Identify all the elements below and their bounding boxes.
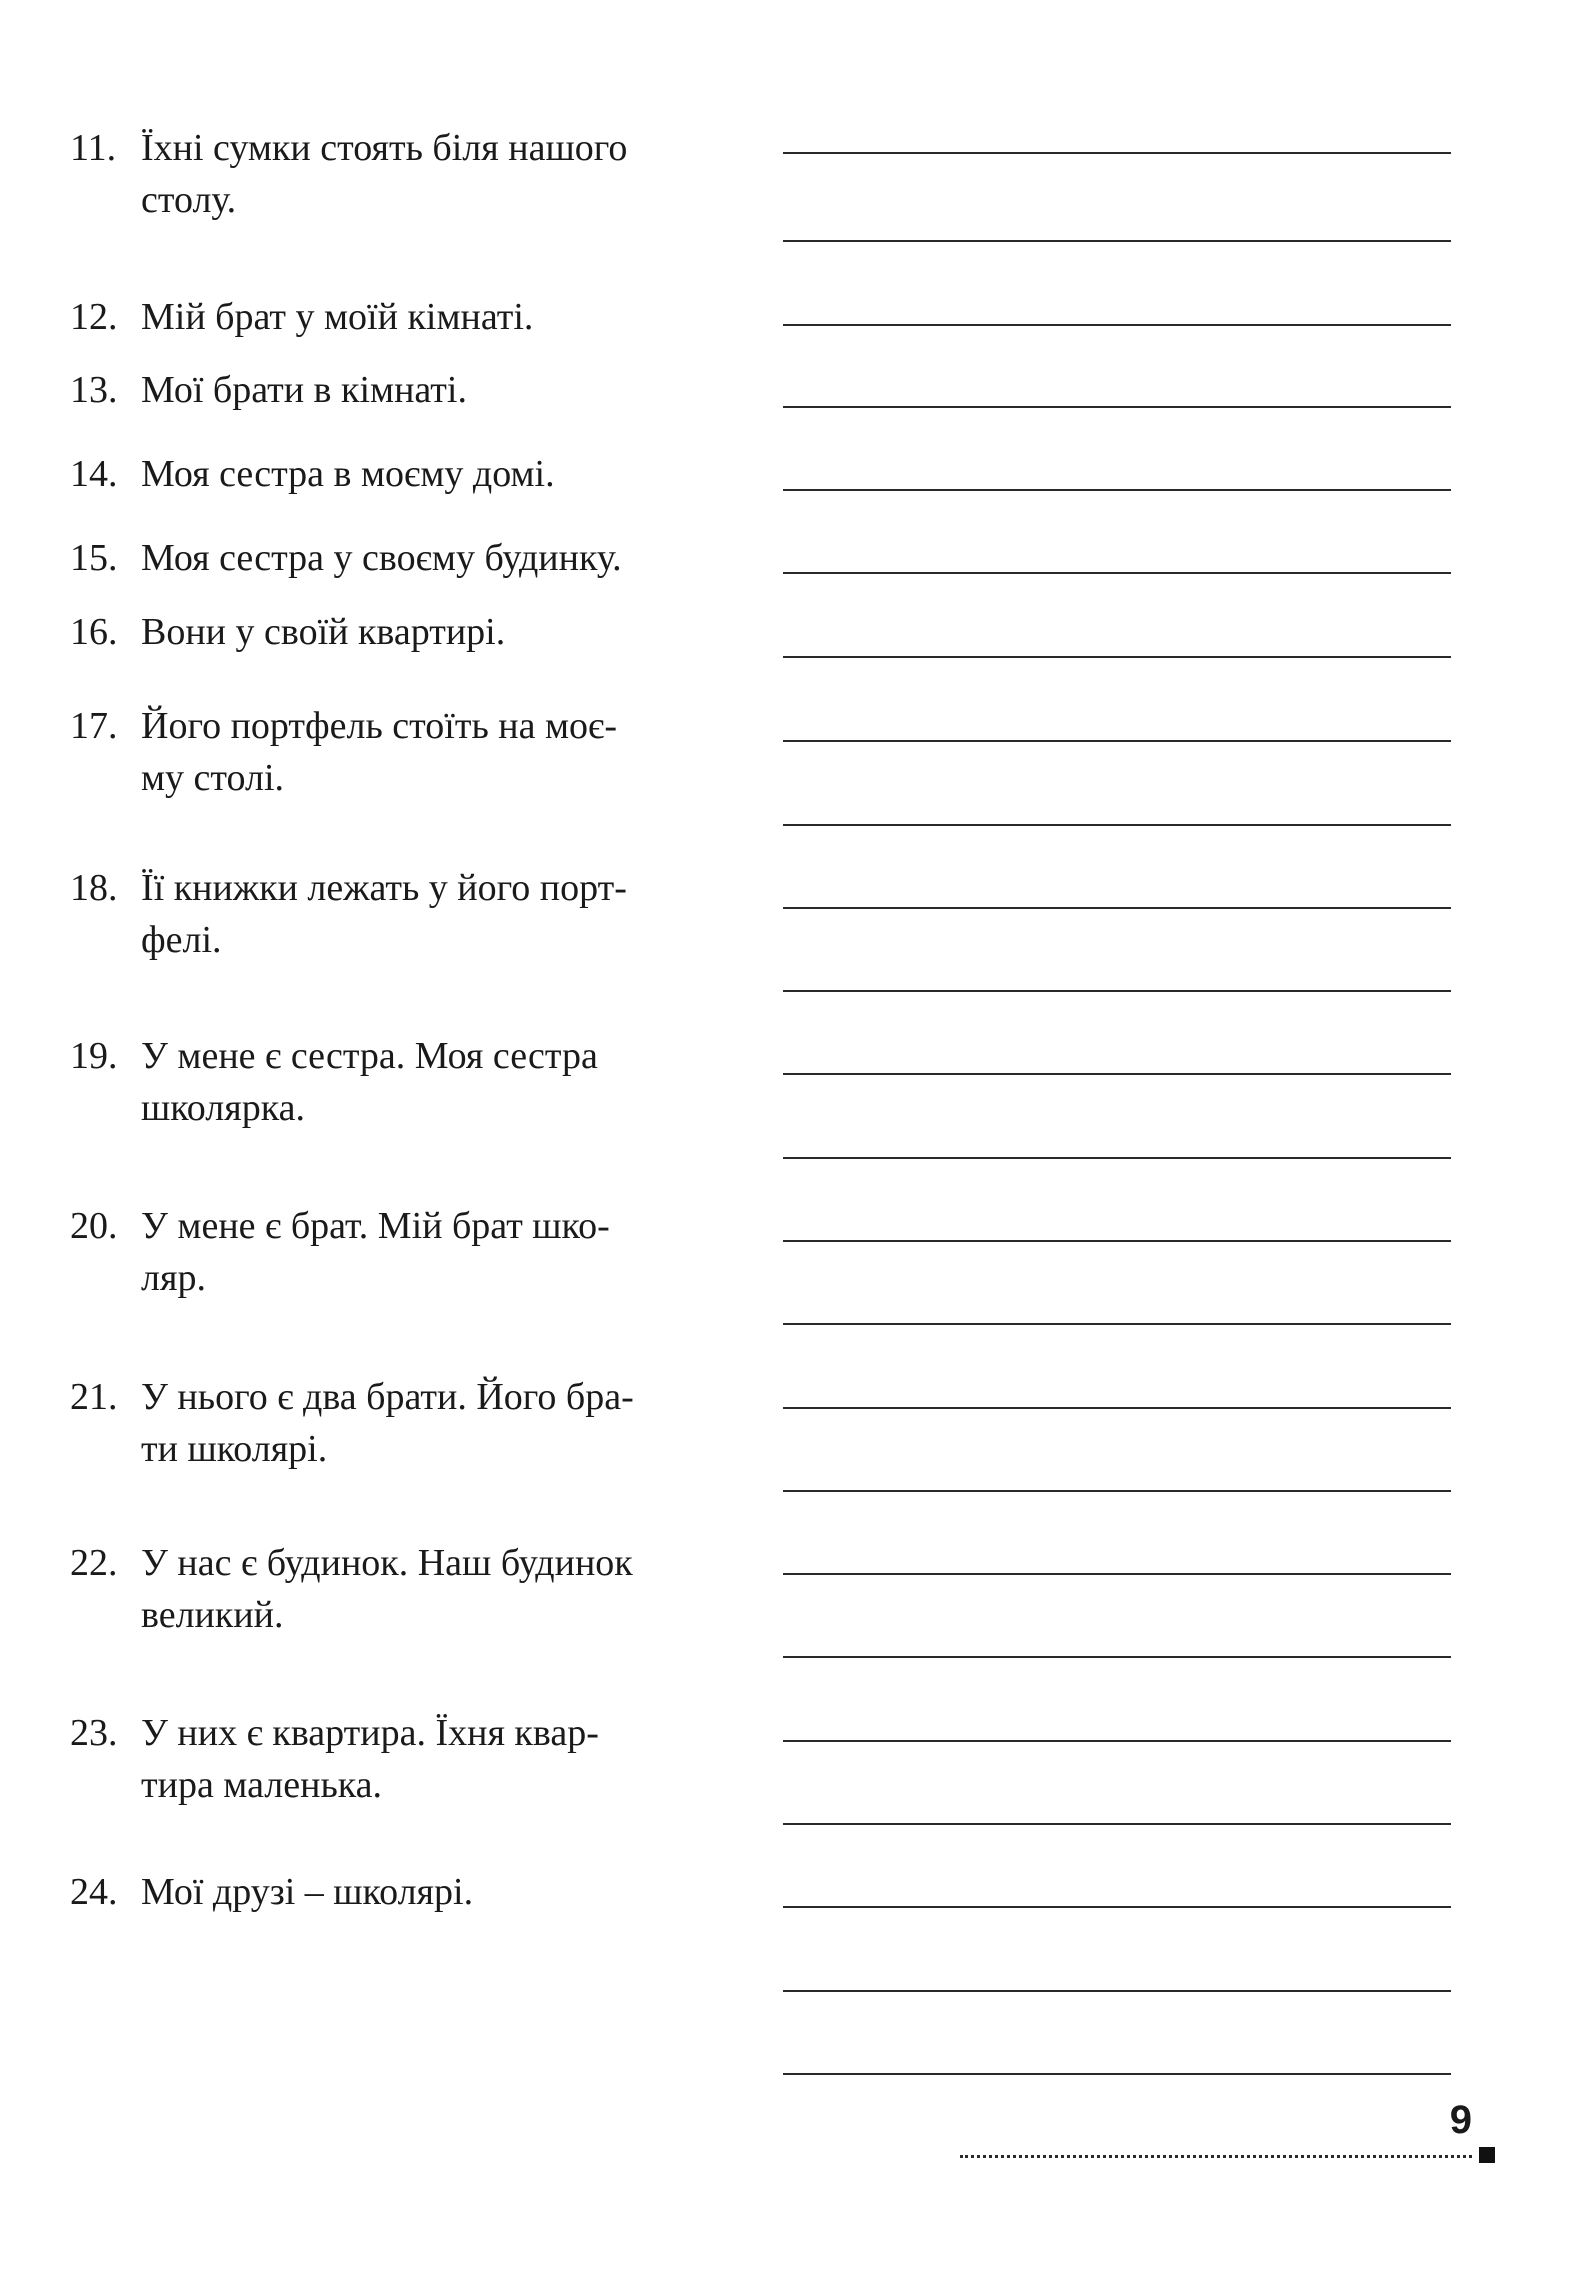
exercise-number: 23. [70, 1712, 118, 1754]
exercise-text: У них є квартира. Їхня квар- [141, 1712, 599, 1754]
answer-line[interactable] [783, 240, 1451, 242]
exercise-24 [70, 1866, 750, 1918]
exercise-14 [70, 448, 750, 500]
answer-line[interactable] [783, 406, 1451, 408]
exercise-15 [70, 532, 750, 584]
answer-line[interactable] [783, 740, 1451, 742]
exercise-number: 20. [70, 1205, 118, 1247]
answer-line[interactable] [783, 1407, 1451, 1409]
exercise-text: Моя сестра в моєму домі. [141, 453, 555, 495]
answer-line[interactable] [783, 1240, 1451, 1242]
exercise-number: 21. [70, 1376, 118, 1418]
exercise-text: Мої брати в кімнаті. [141, 369, 467, 411]
answer-line[interactable] [783, 1740, 1451, 1742]
exercise-13 [70, 364, 750, 416]
answer-line[interactable] [783, 1573, 1451, 1575]
answer-line[interactable] [783, 990, 1451, 992]
answer-line[interactable] [783, 489, 1451, 491]
exercise-number: 19. [70, 1035, 118, 1077]
exercise-17 [70, 700, 750, 804]
exercise-11 [70, 122, 750, 226]
answer-line[interactable] [783, 907, 1451, 909]
answer-line[interactable] [783, 1823, 1451, 1825]
footer-square-icon [1479, 2147, 1495, 2163]
exercise-number: 14. [70, 453, 118, 495]
exercise-number: 17. [70, 705, 118, 747]
answer-line[interactable] [783, 324, 1451, 326]
answer-line[interactable] [783, 152, 1451, 154]
answer-line[interactable] [783, 1656, 1451, 1658]
exercise-text-continued: фелі. [141, 919, 222, 961]
exercise-text: Моя сестра у своєму будинку. [141, 537, 622, 579]
exercise-18 [70, 862, 750, 966]
exercise-text-continued: ляр. [141, 1257, 206, 1299]
exercise-text-continued: тира маленька. [141, 1764, 383, 1806]
answer-line[interactable] [783, 1157, 1451, 1159]
answer-line[interactable] [783, 572, 1451, 574]
exercise-text: Її книжки лежать у його порт- [141, 867, 627, 909]
exercise-text: Вони у своїй квартирі. [141, 611, 506, 653]
answer-line[interactable] [783, 1490, 1451, 1492]
exercise-text: У мене є брат. Мій брат шко- [141, 1205, 610, 1247]
answer-line[interactable] [783, 1906, 1451, 1908]
exercise-text: У нього є два брати. Його бра- [141, 1376, 634, 1418]
answer-line[interactable] [783, 1990, 1451, 1992]
exercise-12 [70, 291, 750, 343]
answer-line[interactable] [783, 824, 1451, 826]
exercise-text-continued: ти школярі. [141, 1428, 328, 1470]
answer-line[interactable] [783, 1073, 1451, 1075]
exercise-text-continued: столу. [141, 179, 237, 221]
answer-line[interactable] [783, 656, 1451, 658]
exercise-22 [70, 1537, 750, 1641]
exercise-21 [70, 1371, 750, 1475]
exercise-19 [70, 1030, 750, 1134]
exercise-text: У нас є будинок. Наш будинок [141, 1542, 633, 1584]
exercise-number: 13. [70, 369, 118, 411]
exercise-number: 11. [70, 127, 117, 169]
exercise-number: 15. [70, 537, 118, 579]
exercise-text-continued: му столі. [141, 757, 285, 799]
exercise-number: 22. [70, 1542, 118, 1584]
exercise-text: У мене є сестра. Моя сестра [141, 1035, 598, 1077]
exercise-text: Мій брат у моїй кімнаті. [141, 296, 534, 338]
footer-dotted-rule [960, 2155, 1472, 2158]
answer-line[interactable] [783, 2073, 1451, 2075]
answer-line[interactable] [783, 1323, 1451, 1325]
exercise-16 [70, 606, 750, 658]
exercise-20 [70, 1200, 750, 1304]
exercise-text-continued: великий. [141, 1594, 284, 1636]
exercise-text: Його портфель стоїть на моє- [141, 705, 617, 747]
exercise-number: 18. [70, 867, 118, 909]
exercise-text: Мої друзі – школярі. [141, 1871, 474, 1913]
exercise-text: Їхні сумки стоять біля нашого [141, 127, 628, 169]
exercise-number: 24. [70, 1871, 118, 1913]
exercise-number: 16. [70, 611, 118, 653]
exercise-text-continued: школярка. [141, 1087, 305, 1129]
exercise-23 [70, 1707, 750, 1811]
page-number: 9 [1449, 2098, 1472, 2142]
exercise-number: 12. [70, 296, 118, 338]
